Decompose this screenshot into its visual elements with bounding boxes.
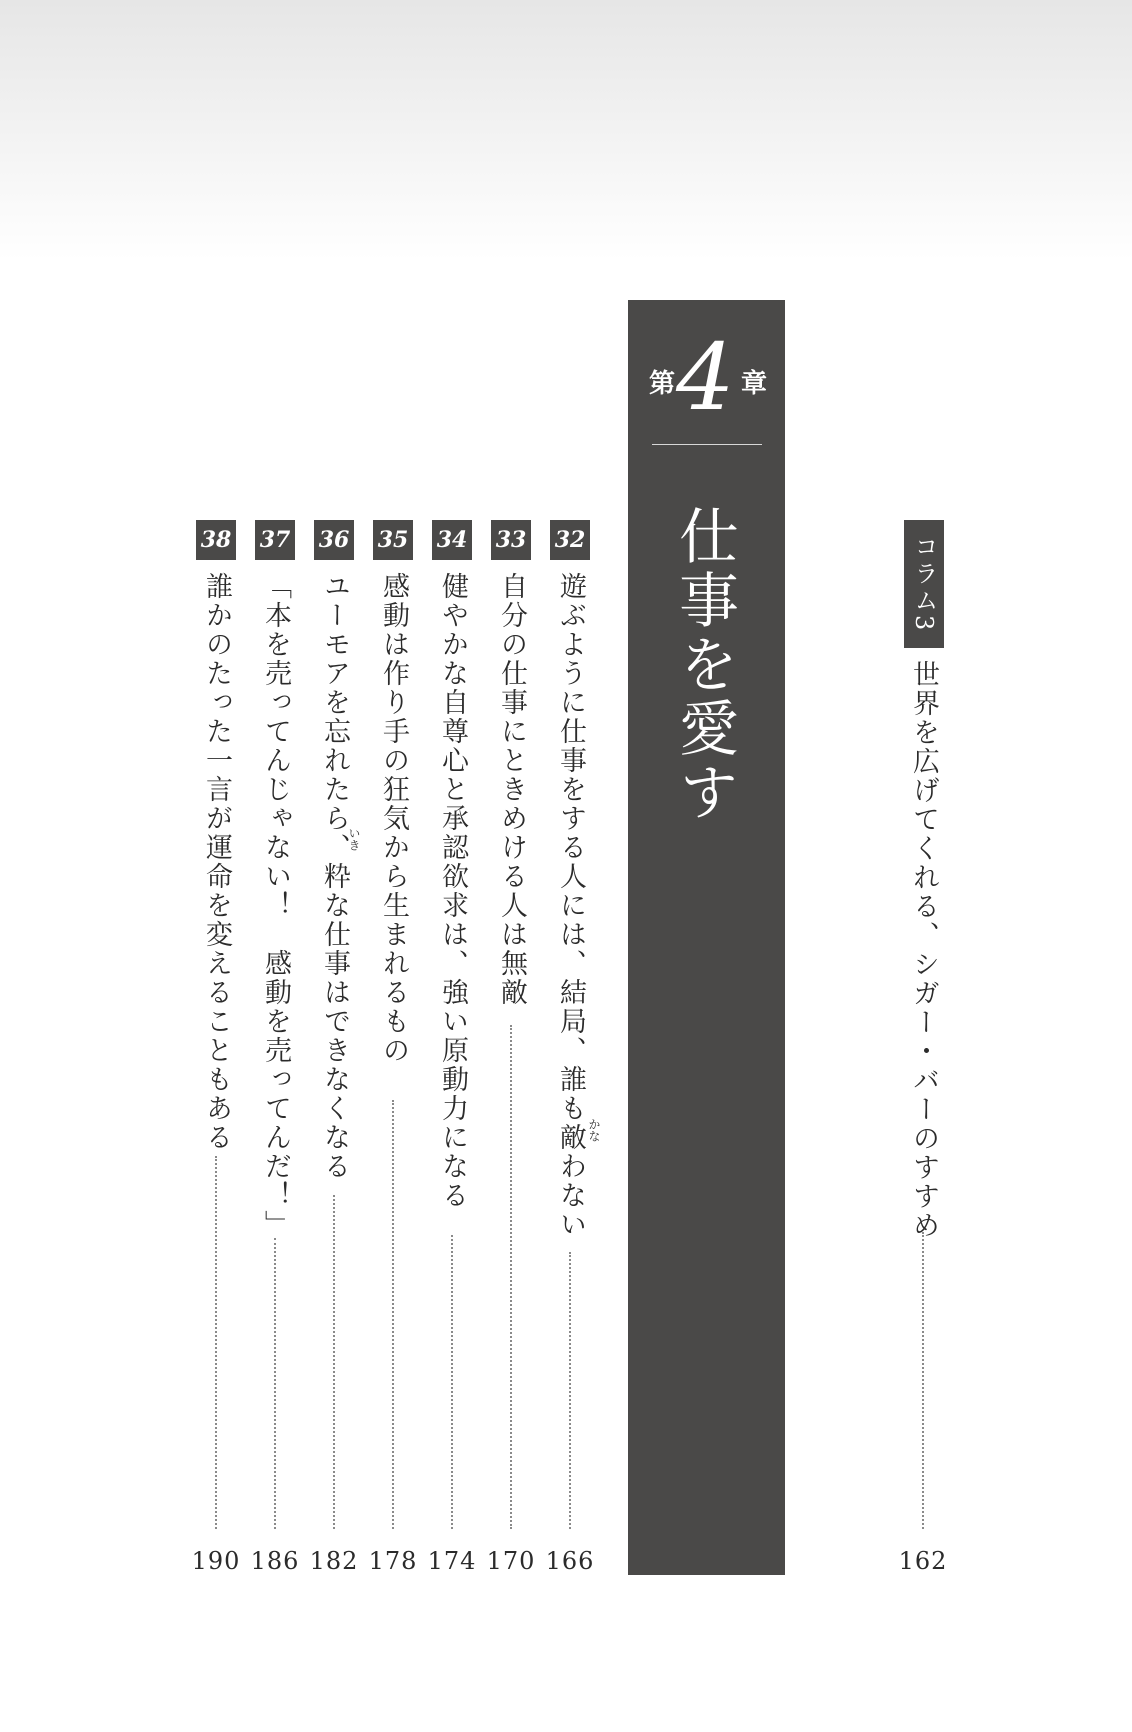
entry-title[interactable]: ユーモアを忘れたら、粋な仕事はできなくなる [319,572,350,1181]
toc-entry-35[interactable] [368,520,418,1575]
entry-number-badge: 36 [314,520,354,560]
entry-title[interactable]: 「本を売ってんじゃない！ 感動を売ってんだ！」 [260,572,291,1239]
chapter-band [628,300,785,1575]
entry-number-badge: 37 [255,520,295,560]
leader-dots [922,1232,924,1529]
page-top-shading [0,0,1132,260]
toc-entry-36[interactable] [309,520,359,1575]
entry-number-badge: 34 [432,520,472,560]
column-label-badge: コラム3 [904,520,944,648]
entry-title[interactable]: 遊ぶように仕事をする人には、結局、誰も敵わない [555,572,586,1239]
entry-title[interactable]: 健やかな自尊心と承認欲求は、強い原動力になる [437,572,468,1210]
leader-dots [510,1025,512,1529]
page-number: 190 [191,1547,241,1575]
ruby-annotation: かな [587,1118,601,1142]
entry-title[interactable]: 自分の仕事にときめける人は無敵 [496,572,527,1007]
entry-number-badge: 32 [550,520,590,560]
toc-entry-column[interactable] [898,520,948,1575]
entry-number-badge: 35 [373,520,413,560]
leader-dots [569,1252,571,1529]
toc-entry-34[interactable] [427,520,477,1575]
page-number: 166 [545,1547,595,1575]
ruby-annotation: いき [347,827,361,851]
chapter-label-dai: 第 [649,369,676,399]
page-number: 174 [427,1547,477,1575]
page-number: 186 [250,1547,300,1575]
page-number: 178 [368,1547,418,1575]
leader-dots [215,1156,217,1529]
toc-entry-33[interactable] [486,520,536,1575]
leader-dots [392,1100,394,1529]
column-title[interactable]: 世界を広げてくれる、シガー・バーのすすめ [908,660,939,1240]
toc-entry-37[interactable] [250,520,300,1575]
toc-entry-32[interactable] [545,520,601,1575]
entry-title[interactable]: 感動は作り手の狂気から生まれるもの [378,572,409,1065]
page-number: 182 [309,1547,359,1575]
leader-dots [333,1195,335,1529]
entry-number-badge: 38 [196,520,236,560]
chapter-divider [652,444,762,445]
entry-number-badge: 33 [491,520,531,560]
chapter-title: 仕事を愛す [669,505,739,825]
page-number: 162 [898,1547,948,1575]
toc-entry-38[interactable] [191,520,241,1575]
entry-title[interactable]: 誰かのたった一言が運命を変えることもある [201,572,232,1152]
leader-dots [451,1235,453,1529]
leader-dots [274,1238,276,1529]
page-number: 170 [486,1547,536,1575]
chapter-number: 4 [676,324,735,431]
chapter-label-sho: 章 [741,369,768,399]
